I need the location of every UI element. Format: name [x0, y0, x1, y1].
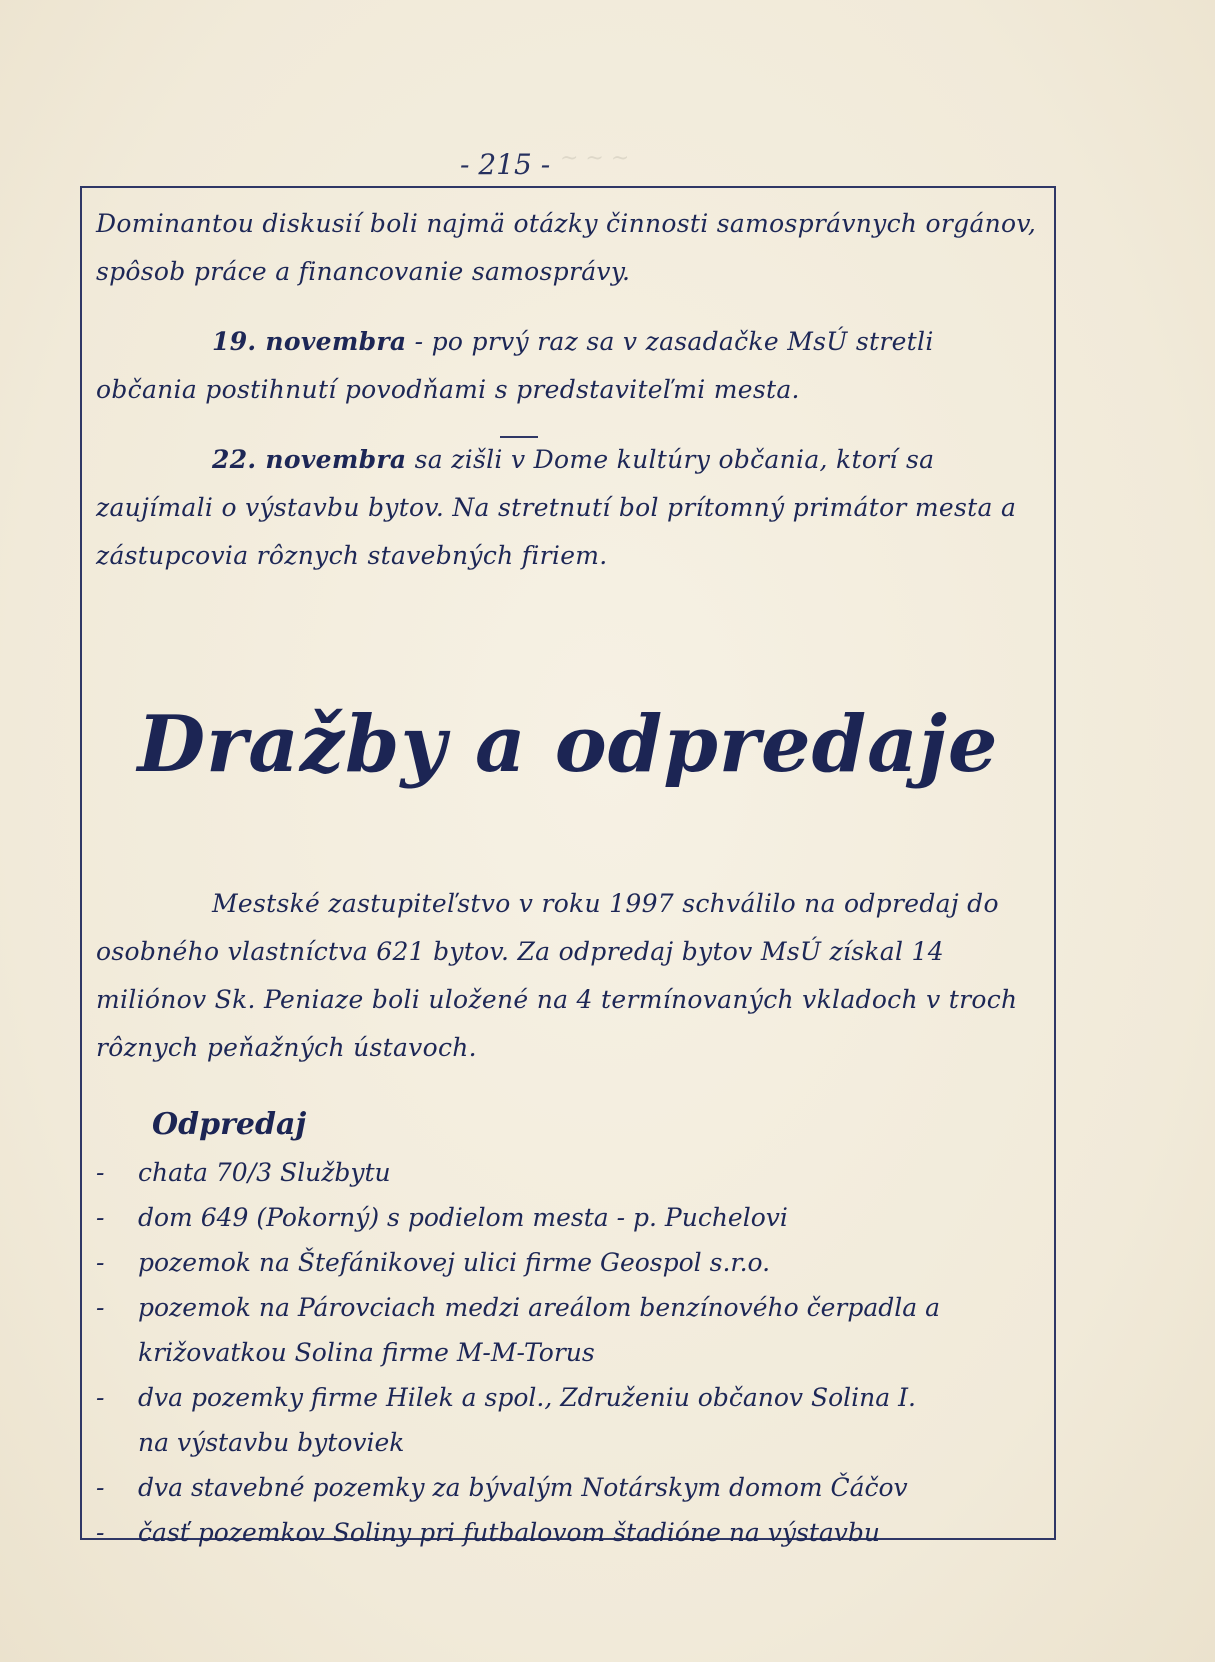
- bleed-through-texture: ~ ~ ~: [560, 146, 630, 171]
- list-item: - časť pozemkov Soliny pri futbalovom štadióne na výstavbu: [96, 1518, 881, 1547]
- handwritten-content: [96, 200, 1040, 1555]
- list-item-continuation: križovatkou Solina firme M-M-Torus: [138, 1338, 595, 1367]
- page-number: - 215 -: [460, 148, 551, 181]
- list-item: - pozemok na Štefánikovej ulici firme Geospol s.r.o.: [96, 1248, 771, 1277]
- date-19-november: 19. novembra: [212, 327, 407, 356]
- list-item: - dva pozemky firme Hilek a spol., Združeniu občanov Solina I.: [96, 1383, 916, 1412]
- paragraph-housing-text: sa zišli v Dome kultúry občania, ktorí sa zaujímali o výstavbu bytov. Na stretnutí bol prítomný primátor mesta a zástupcovia rôznych stavebných firiem.: [96, 445, 1017, 570]
- section-heading: Dražby a odpredaje: [137, 699, 999, 790]
- list-item: - dva stavebné pozemky za bývalým Notárskym domom Čáčov: [96, 1473, 908, 1502]
- sales-list: [96, 1150, 1040, 1555]
- subsection-title: Odpredaj: [152, 1107, 307, 1142]
- list-item: - dom 649 (Pokorný) s podielom mesta - p. Puchelovi: [96, 1203, 788, 1232]
- paragraph-housing-meeting: [96, 436, 1040, 580]
- paragraph-sales-summary: Mestské zastupiteľstvo v roku 1997 schválilo na odpredaj do osobného vlastníctva 621 bytov. Za odpredaj bytov MsÚ získal 14 miliónov Sk. Peniaze boli uložené na 4 termínovaných vkladoch v troch rôznych peňažných ústavoch.: [96, 889, 1018, 1062]
- date-22-november: 22. novembra: [212, 445, 407, 474]
- paragraph-flood-meeting: [96, 318, 1040, 414]
- paragraph-flood-text: - po prvý raz sa v zasadačke MsÚ stretli občania postihnutí povodňami s predstaviteľmi mesta.: [96, 327, 934, 404]
- paragraph-discussion: Dominantou diskusií boli najmä otázky činnosti samosprávnych orgánov, spôsob práce a financovanie samosprávy.: [96, 209, 1037, 286]
- list-item: - pozemok na Párovciach medzi areálom benzínového čerpadla a: [96, 1293, 941, 1322]
- list-item-continuation: na výstavbu bytoviek: [138, 1428, 405, 1457]
- list-item: - chata 70/3 Službytu: [96, 1158, 391, 1187]
